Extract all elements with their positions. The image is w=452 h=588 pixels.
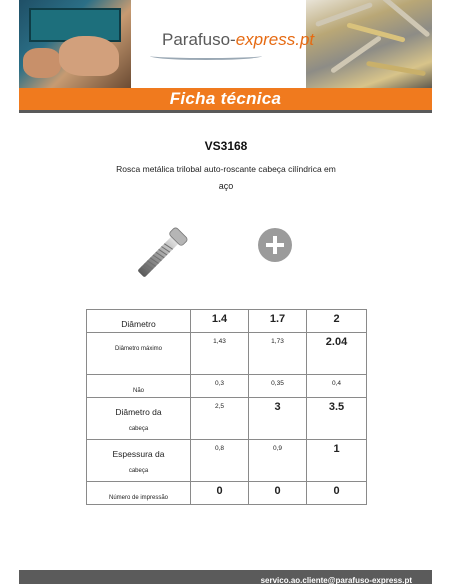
spec-label: Espessura da — [112, 449, 165, 459]
spec-value-cell: 2 — [307, 310, 367, 333]
table-row — [87, 398, 367, 440]
spec-value-cell: 0,3 — [191, 375, 249, 398]
spec-value-cell: 1 — [307, 440, 367, 482]
spec-label-cell — [87, 375, 191, 398]
logo-swoosh — [150, 52, 262, 60]
spec-value-cell: 3 — [249, 398, 307, 440]
customer-service-email[interactable]: servico.ao.cliente@parafuso-express.pt — [260, 576, 412, 585]
spec-label-cell — [87, 398, 191, 440]
site-logo[interactable] — [162, 30, 314, 50]
table-row — [87, 333, 367, 375]
logo-main-text: Parafuso- — [162, 30, 236, 49]
spec-value-cell: 0,4 — [307, 375, 367, 398]
spec-value-cell: 0,9 — [249, 440, 307, 482]
header — [19, 0, 432, 88]
spec-label-cell — [87, 440, 191, 482]
spec-value-cell: 2.04 — [307, 333, 367, 375]
product-description: Rosca metálica trilobal auto-roscante cabeça cilíndrica em — [116, 164, 336, 174]
table-row — [87, 440, 367, 482]
product-code: VS3168 — [204, 139, 248, 153]
product-description-material: aço — [218, 181, 234, 191]
banner-title: Ficha técnica — [169, 89, 282, 108]
spec-value-cell: 1,43 — [191, 333, 249, 375]
spec-value-cell: 1.7 — [249, 310, 307, 333]
spec-label-sub: cabeça — [128, 426, 149, 432]
header-photo-left — [19, 0, 131, 88]
title-banner — [19, 88, 432, 113]
spec-value-cell: 0,35 — [249, 375, 307, 398]
header-photo-right — [306, 0, 432, 88]
spec-value-cell: 0 — [249, 482, 307, 505]
spec-label: Diâmetro máximo — [114, 346, 162, 352]
spec-value-cell: 1.4 — [191, 310, 249, 333]
spec-label: Não — [132, 388, 144, 394]
spec-label-cell — [87, 310, 191, 333]
spec-label: Diâmetro da — [115, 407, 162, 417]
spec-label-cell — [87, 333, 191, 375]
spec-value-cell: 2,5 — [191, 398, 249, 440]
spec-value-cell: 3.5 — [307, 398, 367, 440]
plus-circle-icon[interactable] — [258, 228, 292, 262]
table-row — [87, 482, 367, 505]
spec-value-cell: 1,73 — [249, 333, 307, 375]
spec-label: Número de impressão — [108, 495, 169, 501]
spec-label-sub: cabeça — [128, 468, 149, 474]
spec-label: Diâmetro — [121, 319, 156, 329]
footer-bar — [19, 570, 432, 584]
screw-photo — [127, 222, 193, 288]
spec-label-cell — [87, 482, 191, 505]
table-row — [87, 310, 367, 333]
spec-value-cell: 0 — [191, 482, 249, 505]
spec-table — [86, 309, 367, 505]
logo-accent-text: express.pt — [235, 30, 315, 49]
spec-value-cell: 0,8 — [191, 440, 249, 482]
spec-value-cell: 0 — [307, 482, 367, 505]
table-row — [87, 375, 367, 398]
